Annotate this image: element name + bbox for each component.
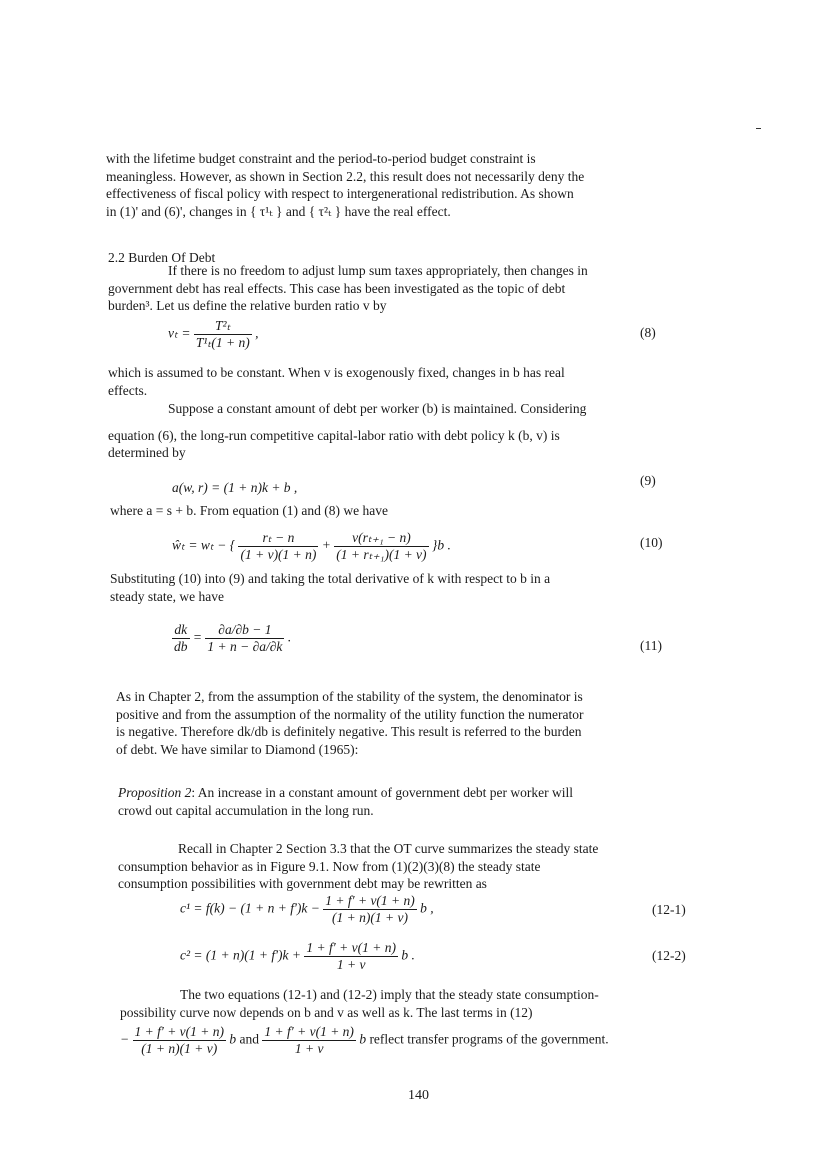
eq10-lhs: ŵₜ = wₜ − { (172, 537, 236, 553)
two-equations-paragraph (120, 986, 720, 1021)
eq10-fraction-2 (334, 530, 428, 563)
margin-mark (756, 128, 761, 129)
eq12-2-tail: b . (401, 947, 415, 963)
after-eq8-paragraph (108, 364, 708, 399)
b-symbol-2: b (359, 1031, 367, 1047)
eq11-lhs-denominator: db (174, 639, 188, 654)
eq10-plus: + (321, 537, 331, 553)
equation-8 (168, 318, 258, 351)
proposition-2 (118, 784, 718, 819)
eq8-tail: , (255, 325, 259, 341)
chapter2-paragraph (116, 688, 716, 758)
eq12-1-tail: b , (420, 900, 434, 916)
last-denominator-2: 1 + v (262, 1040, 356, 1057)
eq12-1-denominator: (1 + n)(1 + v) (323, 909, 417, 926)
eq10-fraction-1 (238, 530, 318, 563)
last-line-equation (120, 1024, 609, 1057)
proposition-text: : An increase in a constant amount of government debt per worker will (191, 785, 574, 800)
text-line: in (1)' and (6)', changes in { τ¹ₜ } and { τ²ₜ } have the real effect. (106, 203, 451, 219)
text-line: meaningless. However, as shown in Section 2.2, this result does not necessarily deny the (106, 168, 585, 184)
eq8-denominator: T¹ₜ(1 + n) (195, 335, 250, 350)
text-line: where a = s + b. From equation (1) and (8) we have (110, 503, 389, 518)
text-line: consumption behavior as in Figure 9.1. Now from (1)(2)(3)(8) the steady state (118, 858, 541, 874)
text-line: with the lifetime budget constraint and the period-to-period budget constraint is (106, 151, 536, 166)
eq8-numerator: T²ₜ (215, 318, 231, 333)
eq11-lhs-fraction (172, 622, 190, 655)
text-line (118, 784, 718, 802)
last-line-tail: reflect transfer programs of the government. (369, 1031, 609, 1047)
text-line: positive and from the assumption of the normality of the utility function the numerator (116, 706, 584, 722)
minus-sign: − (120, 1031, 130, 1047)
text-line: Substituting (10) into (9) and taking the total derivative of k with respect to b in a (110, 571, 551, 586)
where-line (110, 502, 710, 520)
text-line: effectiveness of fiscal policy with respect to intergenerational redistribution. As shown (106, 186, 574, 201)
last-denominator-1: (1 + n)(1 + v) (133, 1040, 227, 1057)
text-line: effects. (108, 382, 148, 398)
eq10-numerator-1: rₜ − n (262, 530, 295, 545)
proposition-label: Proposition 2 (118, 785, 192, 800)
text-line: crowd out capital accumulation in the long run. (118, 802, 374, 818)
eq11-lhs-numerator: dk (174, 622, 188, 637)
equation-number-12-1: (12-1) (652, 902, 686, 917)
eq12-2-lhs: c² = (1 + n)(1 + f′)k + (180, 947, 302, 963)
and-word: and (239, 1031, 260, 1047)
substitution-paragraph (110, 570, 710, 605)
eq10-denominator-1: (1 + v)(1 + n) (240, 547, 317, 562)
equation-12-2 (180, 940, 415, 973)
eq8-fraction (194, 318, 252, 351)
text-line: Suppose a constant amount of debt per worker (b) is maintained. Considering (168, 401, 587, 416)
text-line: which is assumed to be constant. When v is exogenously fixed, changes in b has real (108, 365, 565, 380)
b-symbol-1: b (229, 1031, 237, 1047)
equation-number-11: (11) (640, 638, 662, 653)
text-line: equation (6), the long-run competitive capital-labor ratio with debt policy k (b, v) is (108, 427, 560, 443)
section-heading: 2.2 Burden Of Debt (108, 250, 216, 265)
last-fraction-2 (262, 1024, 356, 1057)
eq12-2-fraction (304, 940, 398, 973)
last-fraction-1 (133, 1024, 227, 1057)
text-line: possibility curve now depends on b and v as well as k. The last terms in (12) (120, 1004, 533, 1020)
last-numerator-1: 1 + f′ + v(1 + n) (134, 1024, 225, 1039)
intro-paragraph (106, 150, 706, 220)
last-numerator-2: 1 + f′ + v(1 + n) (264, 1024, 354, 1039)
suppose-paragraph (108, 400, 708, 462)
eq8-lhs: vₜ = (168, 325, 191, 341)
eq11-rhs-fraction (205, 622, 284, 655)
text-line: Recall in Chapter 2 Section 3.3 that the OT curve summarizes the steady state (178, 841, 599, 856)
eq11-equals: = (192, 629, 206, 645)
equation-12-1 (180, 893, 434, 926)
text-line: of debt. We have similar to Diamond (1965): (116, 741, 359, 757)
text-line: is negative. Therefore dk/db is definitely negative. This result is referred to the burden (116, 724, 582, 739)
eq10-tail: }b . (431, 537, 451, 553)
eq12-1-fraction (323, 893, 417, 926)
eq12-2-numerator: 1 + f′ + v(1 + n) (306, 940, 396, 955)
burden-paragraph (108, 262, 708, 315)
text-line: The two equations (12-1) and (12-2) imply that the steady state consumption- (180, 987, 599, 1002)
text-line: As in Chapter 2, from the assumption of the stability of the system, the denominator is (116, 689, 583, 704)
eq12-2-denominator: 1 + v (304, 956, 398, 973)
eq10-numerator-2: v(rₜ₊₁ − n) (352, 530, 411, 545)
equation-number-8: (8) (640, 325, 656, 340)
equation-number-12-2: (12-2) (652, 948, 686, 963)
text-line: burden³. Let us define the relative burden ratio v by (108, 298, 387, 313)
equation-10 (172, 530, 451, 563)
equation-11 (172, 622, 291, 655)
text-line: determined by (108, 445, 186, 460)
text-line: If there is no freedom to adjust lump sum taxes appropriately, then changes in (168, 263, 588, 278)
equation-number-9: (9) (640, 473, 656, 488)
eq11-rhs-denominator: 1 + n − ∂a/∂k (207, 639, 283, 654)
text-line: government debt has real effects. This case has been investigated as the topic of debt (108, 280, 566, 296)
equation-number-10: (10) (640, 535, 663, 550)
recall-paragraph (118, 840, 718, 893)
page-number: 140 (408, 1088, 429, 1103)
eq11-rhs-numerator: ∂a/∂b − 1 (218, 622, 272, 637)
text-line: consumption possibilities with government debt may be rewritten as (118, 876, 487, 891)
text-line: steady state, we have (110, 588, 224, 604)
eq12-1-numerator: 1 + f′ + v(1 + n) (325, 893, 415, 908)
eq11-tail: . (287, 629, 292, 645)
eq12-1-lhs: c¹ = f(k) − (1 + n + f′)k − (180, 900, 320, 916)
equation-9: a(w, r) = (1 + n)k + b , (172, 480, 298, 495)
eq10-denominator-2: (1 + rₜ₊₁)(1 + v) (336, 547, 427, 562)
